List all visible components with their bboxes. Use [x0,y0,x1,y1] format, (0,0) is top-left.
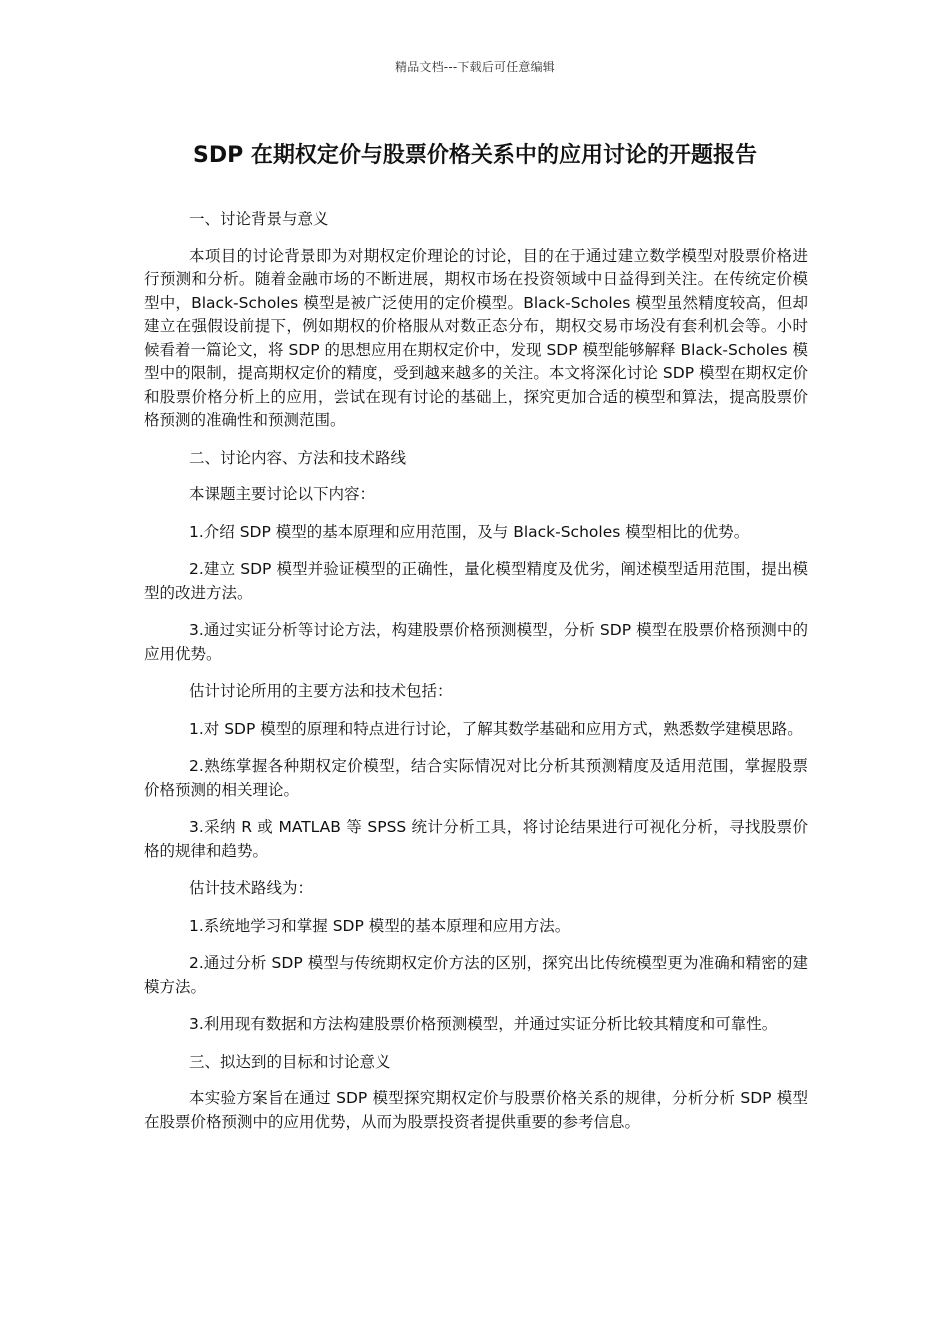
list-item-methods-1: 1.对 SDP 模型的原理和特点进行讨论，了解其数学基础和应用方式，熟悉数学建模思路。 [189,719,803,738]
list-item-methods-2: 2.熟练掌握各种期权定价模型，结合实际情况对比分析其预测精度及适用范围，掌握股票价格预测的相关理论。 [144,757,808,799]
list-item-content-1: 1.介绍 SDP 模型的基本原理和应用范围，及与 Black-Scholes 模型相比的优势。 [189,522,750,541]
list-item-route-2: 2.通过分析 SDP 模型与传统期权定价方法的区别，探究出比传统模型更为准确和精密的建模方法。 [144,954,808,996]
document-body [144,208,808,1148]
paragraph-methods-intro: 估计讨论所用的主要方法和技术包括： [189,682,453,700]
paragraph-content-intro: 本课题主要讨论以下内容： [189,485,376,503]
section-heading-content-methods: 二、讨论内容、方法和技术路线 [189,448,407,467]
paragraph-goals: 本实验方案旨在通过 SDP 模型探究期权定价与股票价格关系的规律，分析分析 SDP 模型在股票价格预测中的应用优势，从而为股票投资者提供重要的参考信息。 [144,1089,808,1131]
list-item-methods-3: 3.采纳 R 或 MATLAB 等 SPSS 统计分析工具，将讨论结果进行可视化分析，寻找股票价格的规律和趋势。 [144,818,808,860]
section-heading-goals: 三、拟达到的目标和讨论意义 [189,1052,391,1071]
list-item-route-3: 3.利用现有数据和方法构建股票价格预测模型，并通过实证分析比较其精度和可靠性。 [189,1015,778,1033]
page-header-note: 精品文档---下载后可任意编辑 [395,60,555,74]
paragraph-background: 本项目的讨论背景即为对期权定价理论的讨论，目的在于通过建立数学模型对股票价格进行预测和分析。随着金融市场的不断进展，期权市场在投资领域中日益得到关注。在传统定价模型中，Black-Scholes 模型是被广泛使用的定价模型。Black-Scholes 模型虽然精度较高，但却建立在强假设前提下，例如期权的价格服从对数正态分布，期权交易市场没有套利机会等。小时候看着一篇论文，将 SDP 的思想应用在期权定价中，发现 SDP 模型能够解释 Black-Scholes 模型中的限制，提高期权定价的精度，受到越来越多的关注。本文将深化讨论 SDP 模型在期权定价和股票价格分析上的应用，尝试在现有讨论的基础上，探究更加合适的模型和算法，提高股票价格预测的准确性和预测范围。 [144,246,808,429]
document-title: SDP 在期权定价与股票价格关系中的应用讨论的开题报告 [193,143,757,168]
list-item-content-3: 3.通过实证分析等讨论方法，构建股票价格预测模型，分析 SDP 模型在股票价格预测中的应用优势。 [144,621,808,663]
list-item-content-2: 2.建立 SDP 模型并验证模型的正确性，量化模型精度及优劣，阐述模型适用范围，提出模型的改进方法。 [144,560,808,602]
list-item-route-1: 1.系统地学习和掌握 SDP 模型的基本原理和应用方法。 [189,916,571,935]
paragraph-route-intro: 估计技术路线为： [189,879,314,897]
section-heading-background: 一、讨论背景与意义 [189,210,329,228]
